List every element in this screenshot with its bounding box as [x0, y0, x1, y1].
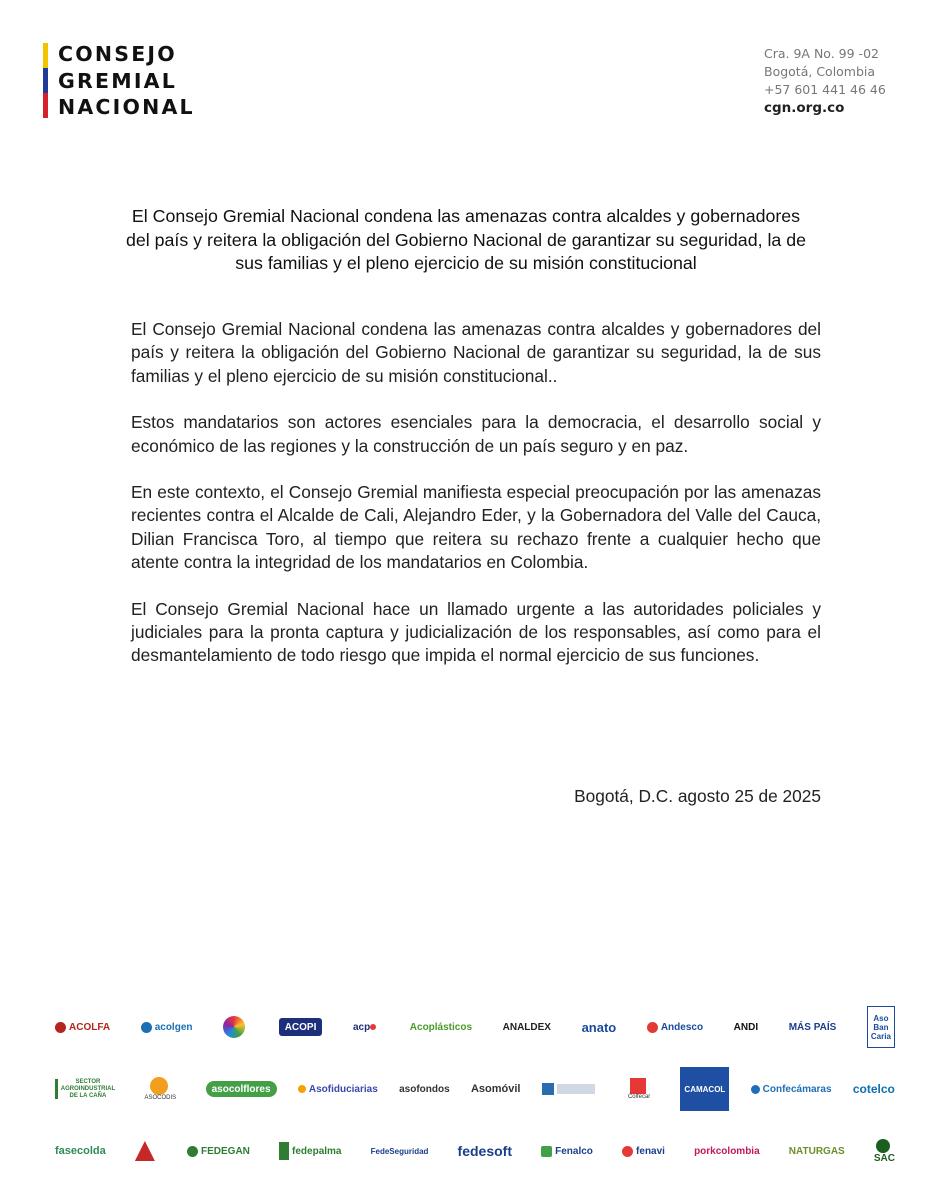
- fenalco-logo: Fenalco: [541, 1131, 593, 1171]
- fenavi-logo: fenavi: [622, 1131, 665, 1171]
- paragraph-3: En este contexto, el Consejo Gremial manifiesta especial preocupación por las amenazas recientes contra el Alcalde de Cali, Alejandro Eder, y la Gobernadora del Valle del Cauca, Dilian Francisca Toro, al tiempo que reitera su rechazo frente a cualquier hecho que atente contra la integridad de los mandatarios en Colombia.: [131, 482, 821, 573]
- acolgen-logo: acolgen: [141, 1007, 193, 1047]
- logo-line-3: NACIONAL: [58, 95, 195, 119]
- logo-color-bar: [43, 43, 48, 118]
- website[interactable]: cgn.org.co: [764, 100, 845, 116]
- document-title: El Consejo Gremial Nacional condena las amenazas contra alcaldes y gobernadores del país y reitera la obligación del Gobierno Nacional de garantizar su seguridad, la de sus familias y el pleno ejercicio de su misión constitucional: [125, 206, 807, 273]
- confecamaras-logo: Confecámaras: [751, 1069, 832, 1109]
- fasecolda-logo: fasecolda: [55, 1145, 106, 1157]
- federacion-logo: [135, 1131, 158, 1171]
- porkcolombia-logo: porkcolombia: [694, 1145, 760, 1157]
- acp-logo: acp: [353, 1007, 379, 1047]
- camacol-logo: CAMACOL: [680, 1067, 729, 1111]
- asofiduciarias-logo: Asofiduciarias: [298, 1069, 378, 1109]
- logo-row-1: [55, 1003, 895, 1051]
- sac-logo: SAC: [874, 1131, 895, 1171]
- logo-line-1: CONSEJO: [58, 42, 177, 66]
- dateline: Bogotá, D.C. agosto 25 de 2025: [574, 786, 821, 806]
- anato-logo: anato: [581, 1019, 617, 1035]
- asobancaria-logo: Aso Ban Caria: [867, 1006, 895, 1048]
- contact-address: [764, 45, 886, 117]
- fedeseguridad-logo: FedeSeguridad: [370, 1146, 429, 1156]
- address-city: Bogotá, Colombia: [764, 64, 876, 79]
- camara-infraestructura-logo: [542, 1069, 598, 1109]
- fedesoft-logo: fedesoft: [457, 1143, 512, 1159]
- logo-row-3: [55, 1127, 895, 1175]
- logo-row-2: [55, 1065, 895, 1113]
- paragraph-1: El Consejo Gremial Nacional condena las amenazas contra alcaldes y gobernadores del país y reitera la obligación del Gobierno Nacional de garantizar su seguridad, la de sus familias y el pleno ejercicio de su misión constitucional..: [131, 319, 821, 386]
- asofondos-logo: asofondos: [399, 1083, 450, 1095]
- cgn-logo: [43, 43, 195, 118]
- acoplasticos-logo: Acoplásticos: [409, 1021, 473, 1033]
- member-logos: [55, 1003, 895, 1189]
- fedepalma-logo: fedepalma: [279, 1131, 341, 1171]
- naturgas-logo: NATURGAS: [788, 1145, 845, 1157]
- asocolflores-logo: asocolflores: [206, 1081, 277, 1097]
- fedegan-logo: FEDEGAN: [187, 1131, 250, 1171]
- address-phone: +57 601 441 46 46: [764, 82, 886, 97]
- asomovil-logo: Asomóvil: [470, 1083, 521, 1095]
- asociacion-mineria-logo: [223, 1007, 248, 1047]
- asocodis-logo: ASOCODIS: [136, 1069, 184, 1109]
- mas-pais-logo: MÁS PAÍS: [788, 1021, 837, 1033]
- logo-line-2: GREMIAL: [58, 68, 177, 93]
- acopi-logo: ACOPI: [279, 1018, 323, 1036]
- address-line: Cra. 9A No. 99 -02: [764, 46, 879, 61]
- letterhead: [0, 0, 932, 140]
- document-body: [131, 318, 821, 691]
- paragraph-4: El Consejo Gremial Nacional hace un llamado urgente a las autoridades policiales y judiciales para la pronta captura y judicialización de los responsables, así como para el desmantelamiento de todo riesgo que impida el normal ejercicio de sus funciones.: [131, 598, 821, 666]
- asocana-logo: SECTOR AGROINDUSTRIAL DE LA CAÑA: [55, 1069, 115, 1109]
- colfecar-logo: Colfecar: [619, 1069, 659, 1109]
- acolfa-logo: ACOLFA: [55, 1007, 110, 1047]
- cotelco-logo: cotelco: [852, 1082, 895, 1096]
- andesco-logo: Andesco: [647, 1007, 703, 1047]
- andi-logo: ANDI: [733, 1021, 759, 1033]
- analdex-logo: ANALDEX: [502, 1021, 551, 1033]
- paragraph-2: Estos mandatarios son actores esenciales para la democracia, el desarrollo social y económico de las regiones y la construcción de un país seguro y en paz.: [131, 412, 821, 456]
